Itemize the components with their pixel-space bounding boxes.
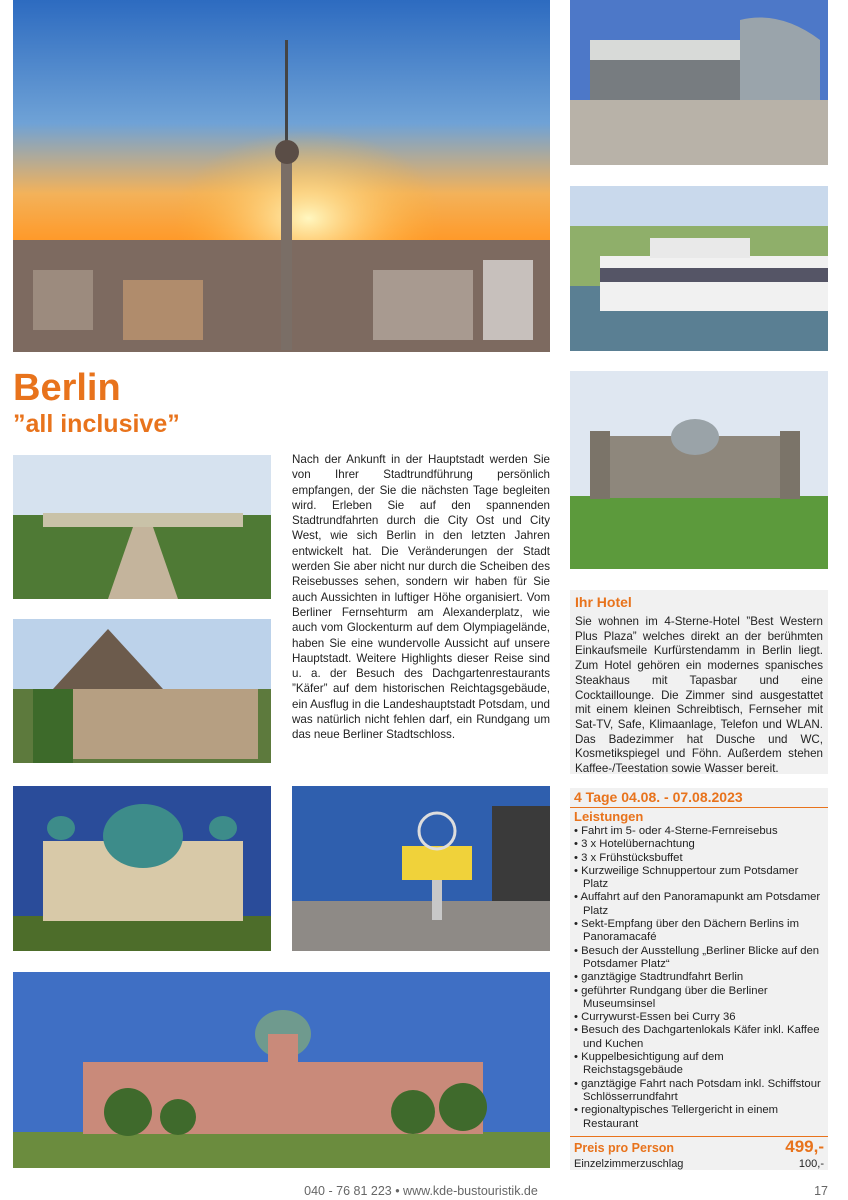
river-cruise-ship-photo bbox=[570, 186, 828, 351]
list-item: • Currywurst-Essen bei Curry 36 bbox=[574, 1011, 824, 1024]
cecilienhof-palace-photo bbox=[13, 619, 271, 763]
surcharge-label: Einzelzimmerzuschlag bbox=[574, 1158, 684, 1170]
tour-description: Nach der Ankunft in der Hauptstadt werden Sie von Ihrer Stadtrundführung persönlich empfangen, der Sie die nächsten Tage begleiten wird. Erleben Sie auf den spannenden Stadtrundfahrten durch die City Ost und City West, wie sich Berlin in den letzten Jahren entwickelt hat. Die Veränderungen der Stadt werden Sie aber nicht nur durch die Scheiben des Reisebusses sehen, sondern wir haben für Sie auch Aussichten in luftiger Höhe organisiert. Vom Berliner Fernsehturm am Alexanderplatz, wie auch vom Glockenturm auf dem Olympiagelände, haben Sie eine wundervolle Aussicht auf unsere Hauptstadt. Weitere Highlights dieser Reise sind u. a. der Besuch des Dachgartenrestaurants ”Käfer” auf dem historischen Reichtagsgebäude, ein Ausflug in die Landeshauptstadt Potsdam, und was natürlich nicht fehlen darf, ein Rundgang um das neue Berliner Stadtschloss. bbox=[292, 453, 550, 742]
price-row bbox=[570, 1136, 828, 1171]
services-list bbox=[570, 825, 828, 1131]
list-item: • Auffahrt auf den Panoramapunkt am Potsdamer Platz bbox=[574, 891, 824, 918]
tour-title bbox=[13, 366, 180, 438]
list-item: • 3 x Frühstücksbuffet bbox=[574, 852, 824, 865]
footer-contact: 040 - 76 81 223 • www.kde-bustouristik.de bbox=[304, 1184, 538, 1198]
sanssouci-terraces-photo bbox=[13, 455, 271, 599]
list-item: • ganztägige Fahrt nach Potsdam inkl. Schiffstour Schlösserrundfahrt bbox=[574, 1078, 824, 1105]
tour-title-sub: ”all inclusive” bbox=[13, 410, 180, 438]
list-item: • Sekt-Empfang über den Dächern Berlins im Panoramacafé bbox=[574, 918, 824, 945]
tour-dates: 4 Tage 04.08. - 07.08.2023 bbox=[570, 788, 828, 808]
list-item: • geführter Rundgang über die Berliner Museumsinsel bbox=[574, 985, 824, 1012]
hotel-text: Sie wohnen im 4-Sterne-Hotel ”Best Western Plus Plaza” welches direkt an der berühmten Einkaufsmeile Kurfürstendamm in Berlin liegt. Zum Hotel gehören ein modernes spanisches Steakhaus mit Tapasbar und eine Cocktaillounge. Die Zimmer sind ausgestattet mit einem kleinen Schreibtisch, Fernseher mit Sat-TV, Safe, Klimaanlage, Telefon und WLAN. Das Badezimmer hat Dusche und WC, Kosmetikspiegel und Föhn. Außerdem stehen Kaffee-/Teestation sowie Wasser bereit. bbox=[575, 615, 823, 776]
surcharge-value: 100,- bbox=[798, 1158, 824, 1170]
price-label: Preis pro Person bbox=[574, 1141, 675, 1155]
list-item: • Besuch des Dachgartenlokals Käfer inkl. Kaffee und Kuchen bbox=[574, 1024, 824, 1051]
list-item: • 3 x Hotelübernachtung bbox=[574, 838, 824, 851]
list-item: • regionaltypisches Tellergericht in einem Restaurant bbox=[574, 1104, 824, 1131]
new-palace-potsdam-photo bbox=[13, 972, 550, 1168]
list-item: • Besuch der Ausstellung „Berliner Blicke auf den Potsdamer Platz“ bbox=[574, 945, 824, 972]
services-heading: Leistungen bbox=[574, 809, 644, 824]
hotel-heading: Ihr Hotel bbox=[575, 594, 632, 610]
hotel-info-box bbox=[570, 590, 828, 774]
list-item: • Fahrt im 5- oder 4-Sterne-Fernreisebus bbox=[574, 825, 824, 838]
price-value: 499,- bbox=[785, 1137, 824, 1156]
page-number: 17 bbox=[814, 1184, 828, 1198]
tv-tower-sunset-photo bbox=[13, 0, 550, 352]
list-item: • ganztägige Stadtrundfahrt Berlin bbox=[574, 971, 824, 984]
tour-title-main: Berlin bbox=[13, 367, 121, 409]
world-clock-alexanderplatz-photo bbox=[292, 786, 550, 951]
reichstag-roof-terrace-photo bbox=[570, 0, 828, 165]
reichstag-building-photo bbox=[570, 371, 828, 569]
tour-details-box bbox=[570, 788, 828, 1170]
berlin-cathedral-night-photo bbox=[13, 786, 271, 951]
list-item: • Kuppelbesichtigung auf dem Reichstagsgebäude bbox=[574, 1051, 824, 1078]
single-room-surcharge bbox=[574, 1157, 824, 1171]
list-item: • Kurzweilige Schnuppertour zum Potsdamer Platz bbox=[574, 865, 824, 892]
